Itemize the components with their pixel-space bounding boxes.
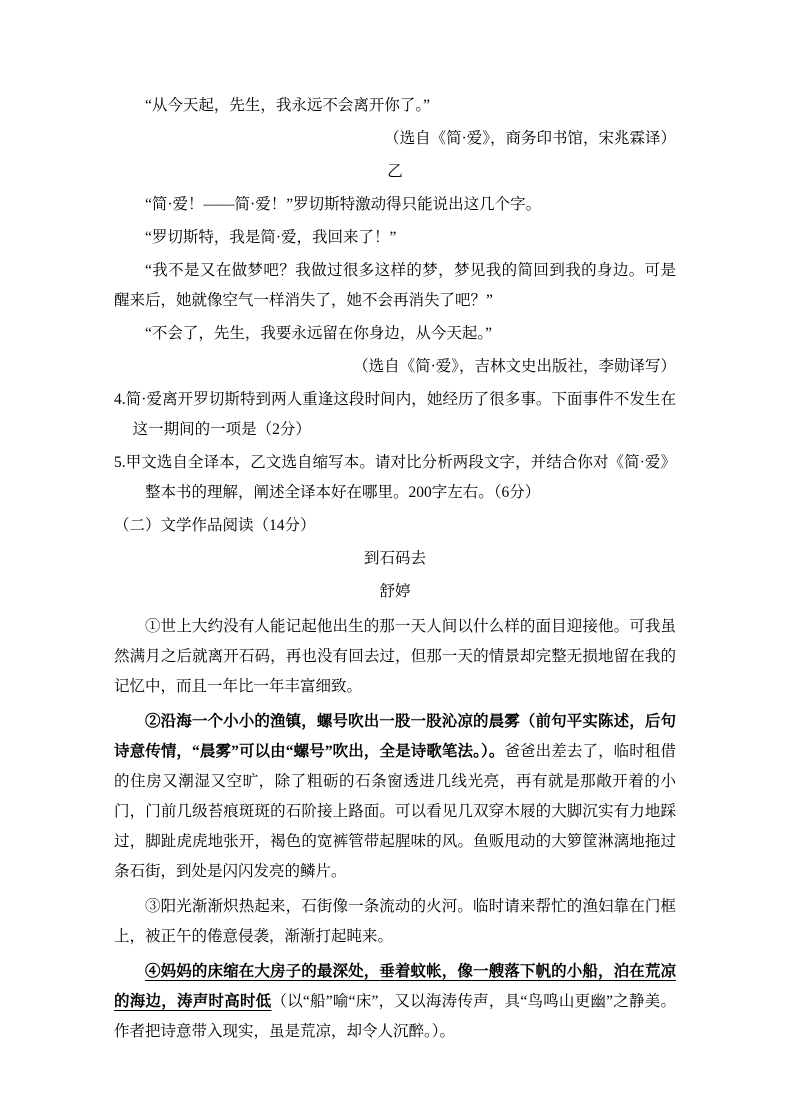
underlined-bold-sentence: ④妈妈的床缩在大房子的最深处，垂着蚊帐，像一艘落下帆的小船，泊在荒凉的海边，涛声时高时低 — [114, 963, 676, 1010]
essay-body — [114, 612, 676, 1047]
yi-line-4: “不会了，先生，我要永远留在你身边，从今天起。” — [145, 325, 493, 342]
essay-paragraph-2 — [114, 707, 676, 887]
section-heading: （二）文学作品阅读（14分） — [114, 517, 316, 534]
essay-paragraph-3: ③阳光渐渐炽热起来，石街像一条流动的火河。临时请来帮忙的渔妇靠在门框上，被正午的倦意侵袭，渐渐打起盹来。 — [114, 898, 676, 945]
essay-title: 到石码去 — [363, 550, 426, 567]
paragraph-4-rest: （以“船”喻“床”，又以海涛传声，具“鸟鸣山更幽”之静美。作者把诗意带入现实，虽是荒凉，却令人沉醉。）。 — [114, 993, 676, 1040]
question-5: 5.甲文选自全译本，乙文选自缩写本。请对比分析两段文字，并结合你对《简·爱》整本书的理解，阐述全译本好在哪里。200字左右。（6分） — [114, 454, 676, 501]
essay-paragraph-4 — [114, 957, 676, 1047]
section-label-yi: 乙 — [387, 163, 403, 180]
jia-source: （选自《简·爱》，商务印书馆，宋兆霖译） — [384, 130, 676, 147]
essay-author: 舒婷 — [379, 583, 411, 600]
yi-line-1: “简·爱！——简·爱！”罗切斯特激动得只能说出这几个字。 — [145, 196, 542, 213]
yi-source: （选自《简·爱》，吉林文史出版社，李勋译写） — [353, 358, 676, 375]
yi-line-2: “罗切斯特，我是简·爱，我回来了！” — [145, 229, 397, 246]
paragraph-2-rest: 爸爸出差去了，临时租借的住房又潮湿又空旷，除了粗砺的石条窗透进几线光亮，再有就是那敞开着的小门，门前几级苔痕斑斑的石阶接上路面。可以看见几双穿木屐的大脚沉实有力地踩过，脚趾虎虎地张开，褐色的宽裤管带起腥味的风。鱼贩甩动的大箩筐淋漓地拖过条石街，到处是闪闪发亮的鳞片。 — [114, 743, 676, 880]
essay-paragraph-1: ①世上大约没有人能记起他出生的那一天人间以什么样的面目迎接他。可我虽然满月之后就离开石码，再也没有回去过，但那一天的情景却完整无损地留在我的记忆中，而且一年比一年丰富细致。 — [114, 618, 676, 695]
annotated-bold-sentence: ②沿海一个小小的渔镇，螺号吹出一股一股沁凉的晨雾（前句平实陈述，后句诗意传情，“晨雾”可以由“螺号”吹出，全是诗歌笔法。）。 — [114, 713, 676, 760]
yi-line-3: “我不是又在做梦吧？我做过很多这样的梦，梦见我的简回到我的身边。可是醒来后，她就像空气一样消失了，她不会再消失了吧？” — [114, 262, 676, 309]
jia-quote: “从今天起，先生，我永远不会离开你了。” — [145, 97, 431, 114]
question-4: 4.简·爱离开罗切斯特到两人重逢这段时间内，她经历了很多事。下面事件不发生在这一期间的一项是（2分） — [114, 391, 676, 438]
